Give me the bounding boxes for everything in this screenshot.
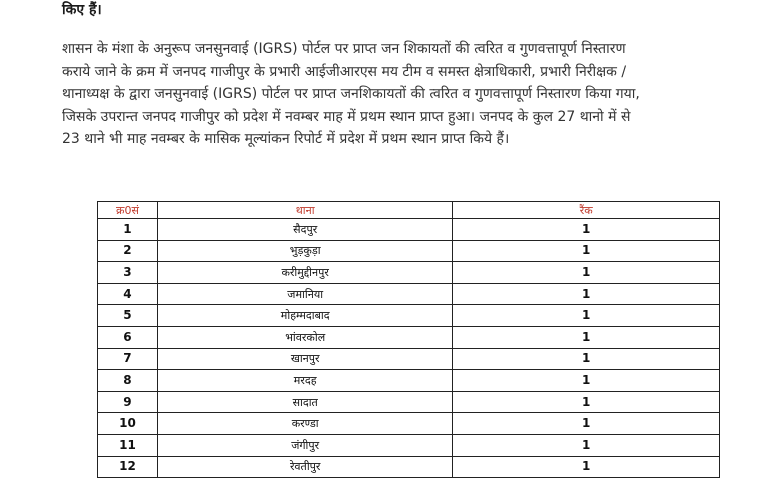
header-police-station: थाना [157, 202, 453, 219]
rank-cell: 1 [453, 434, 720, 456]
paragraph-line: थानाध्यक्ष के द्वारा जनसुनवाई (IGRS) पोर्टल पर प्राप्त जनशिकायतों की त्वरित व गुणवत्तापूर्ण निस्तारण किया गया, [62, 86, 640, 103]
table-row [98, 219, 720, 241]
serial-cell: 7 [98, 348, 158, 370]
serial-cell: 9 [98, 391, 158, 413]
rank-cell: 1 [453, 456, 720, 478]
thana-cell: करण्डा [157, 413, 453, 435]
serial-cell: 3 [98, 262, 158, 284]
rank-cell: 1 [453, 370, 720, 392]
table-row [98, 348, 720, 370]
rank-cell: 1 [453, 240, 720, 262]
paragraph-line: जिसके उपरान्त जनपद गाजीपुर को प्रदेश में नवम्बर माह में प्रथम स्थान प्राप्त हुआ। जनपद के कुल 27 थानो में से [62, 108, 631, 125]
thana-cell: जमानिया [157, 283, 453, 305]
serial-cell: 5 [98, 305, 158, 327]
table-row [98, 262, 720, 284]
thana-cell: भुड़कुड़ा [157, 240, 453, 262]
serial-cell: 1 [98, 219, 158, 241]
thana-cell: खानपुर [157, 348, 453, 370]
serial-cell: 4 [98, 283, 158, 305]
news-paragraph [62, 38, 762, 151]
rank-cell: 1 [453, 413, 720, 435]
table-row [98, 283, 720, 305]
rank-cell: 1 [453, 326, 720, 348]
table-row [98, 391, 720, 413]
serial-cell: 8 [98, 370, 158, 392]
table-row [98, 326, 720, 348]
thana-cell: भांवरकोल [157, 326, 453, 348]
serial-cell: 10 [98, 413, 158, 435]
header-serial-number: क्र0सं [98, 202, 158, 219]
paragraph-line: शासन के मंशा के अनुरूप जनसुनवाई (IGRS) पोर्टल पर प्राप्त जन शिकायतों की त्वरित व गुणवत्तापूर्ण निस्तारण [62, 41, 626, 57]
rank-cell: 1 [453, 348, 720, 370]
table-row [98, 305, 720, 327]
serial-cell: 6 [98, 326, 158, 348]
rank-cell: 1 [453, 305, 720, 327]
thana-cell: सैदपुर [157, 219, 453, 241]
paragraph-line: 23 थाने भी माह नवम्बर के मासिक मूल्यांकन रिपोर्ट में प्रदेश में प्रथम स्थान प्राप्त किये हैं। [62, 131, 510, 148]
thana-cell: सादात [157, 391, 453, 413]
rank-cell: 1 [453, 219, 720, 241]
table-row [98, 370, 720, 392]
paragraph-line: कराये जाने के क्रम में जनपद गाजीपुर के प्रभारी आईजीआरएस मय टीम व समस्त क्षेत्राधिकारी, प्रभारी निरीक्षक / [62, 63, 627, 80]
thana-cell: मोहम्मदाबाद [157, 305, 453, 327]
serial-cell: 12 [98, 456, 158, 478]
table-row [98, 456, 720, 478]
serial-cell: 2 [98, 240, 158, 262]
heading-fragment: किए हैं। [62, 2, 102, 18]
rank-cell: 1 [453, 391, 720, 413]
thana-cell: रेवतीपुर [157, 456, 453, 478]
serial-cell: 11 [98, 434, 158, 456]
table-header-row [98, 202, 720, 219]
police-station-rank-table [97, 201, 720, 478]
table-row [98, 413, 720, 435]
thana-cell: करीमुद्दीनपुर [157, 262, 453, 284]
rank-cell: 1 [453, 262, 720, 284]
table-row [98, 434, 720, 456]
thana-cell: मरदह [157, 370, 453, 392]
thana-cell: जंगीपुर [157, 434, 453, 456]
header-rank: रैंक [453, 202, 720, 219]
table-row [98, 240, 720, 262]
rank-cell: 1 [453, 283, 720, 305]
